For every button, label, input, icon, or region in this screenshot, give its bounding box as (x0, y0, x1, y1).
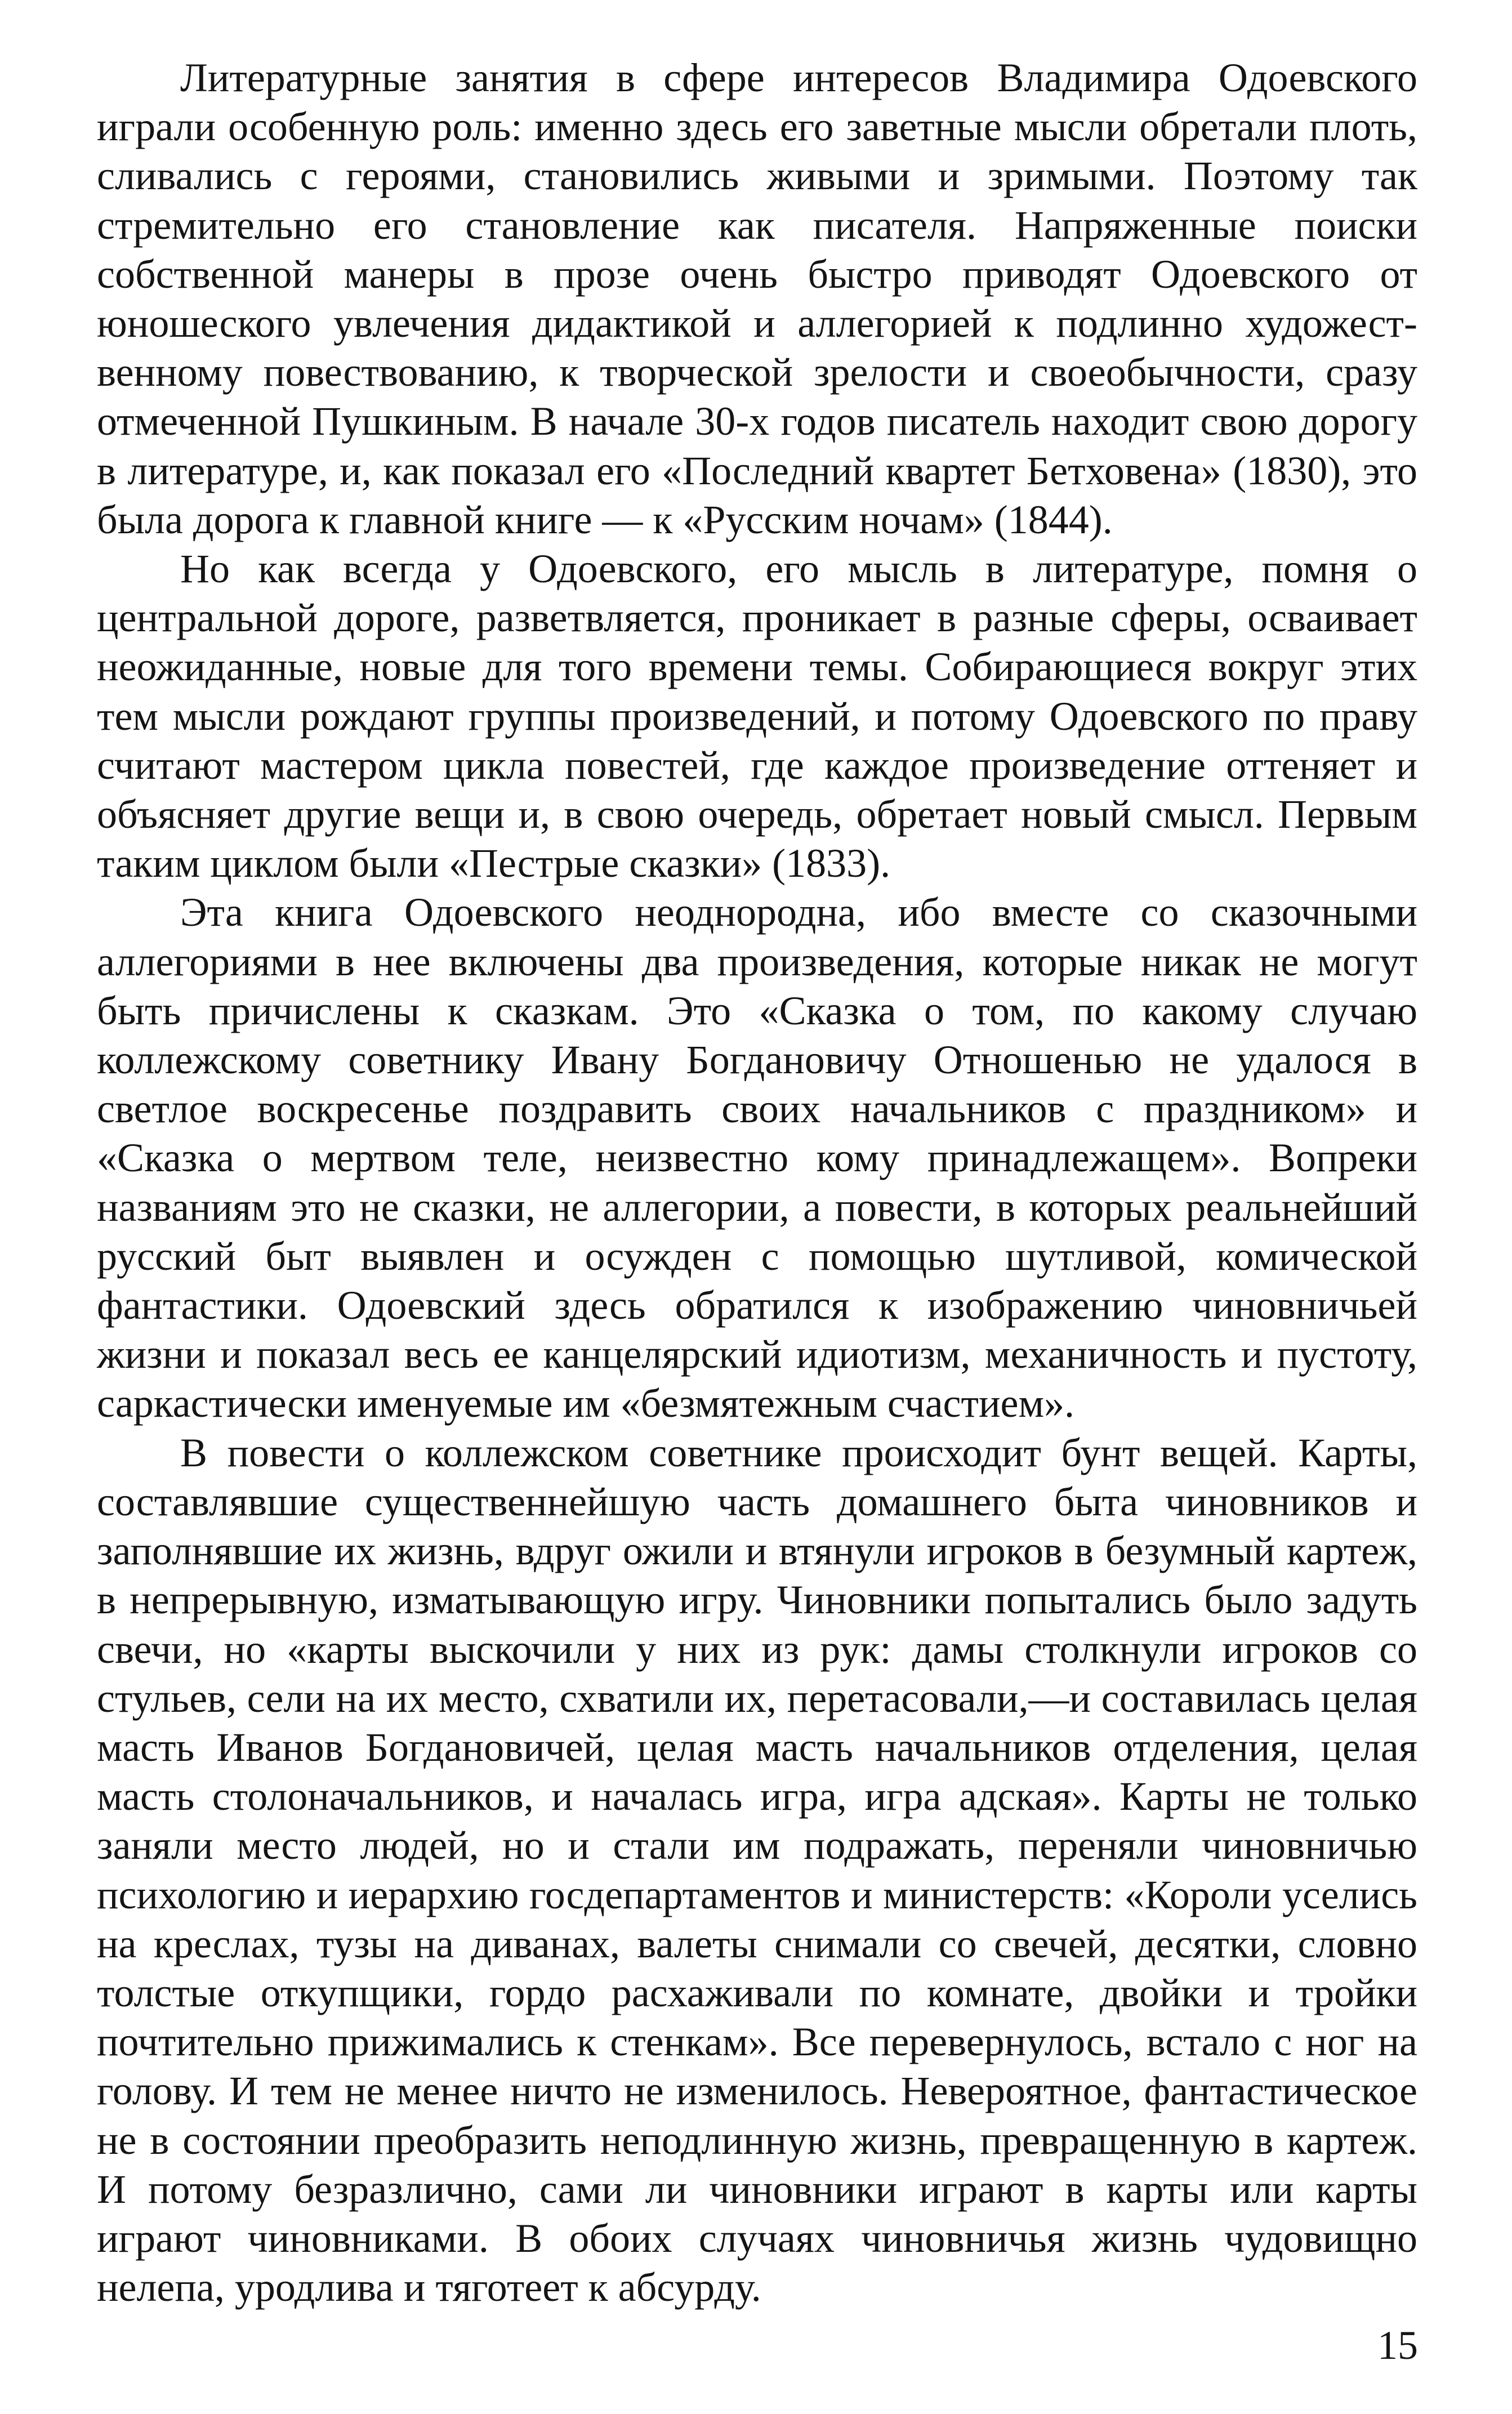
body-text (97, 53, 1417, 2312)
paragraph-4: В повести о коллежском советнике происходит бунт вещей. Карты, составлявшие существеннейшую часть домашнего быта чиновников и заполнявшие их жизнь, вдруг ожили и втянули игроков в безумный картеж, в непрерывную, изматывающую игру. Чиновники попытались было задуть свечи, но «карты выскочили у них из рук: дамы столкнули игроков со стульев, сели на их место, схватили их, перетасовали,—и составилась целая масть Иванов Богдановичей, целая масть начальников отделения, целая масть столоначальников, и началась игра, игра адская». Карты не только заняли место людей, но и стали им подражать, переняли чиновничью психологию и иерархию госдепартаментов и министерств: «Короли уселись на креслах, тузы на диванах, валеты снимали со свечей, десятки, словно толстые откупщики, гордо расхаживали по комнате, двойки и тройки почтительно прижимались к стенкам». Все перевернулось, встало с ног на голову. И тем не менее ничто не изменилось. Невероятное, фантастическое не в состоянии преобразить неподлинную жизнь, превращенную в картеж. И потому безразлично, сами ли чиновники играют в карты или карты играют чиновниками. В обоих случаях чиновничья жизнь чудовищно нелепа, уродлива и тяготеет к абсурду. (97, 1430, 1417, 2310)
paragraph-3: Эта книга Одоевского неоднородна, ибо вместе со сказочными аллегориями в нее включены два произведения, которые никак не могут быть причислены к сказкам. Это «Сказка о том, по какому случаю коллежскому советнику Ивану Богдановичу Отношенью не удалося в светлое воскресенье поздравить своих начальников с праздником» и «Сказка о мертвом теле, неизвестно кому принадлежащем». Вопреки названиям это не сказки, не аллегории, а повести, в которых реальнейший русский быт выявлен и осужден с помощью шутливой, комической фантастики. Одоевский здесь обратился к изображению чиновничьей жизни и показал весь ее канцелярский идиотизм, механичность и пустоту, саркастически именуемые им «безмятежным счастием». (97, 890, 1417, 1426)
paragraph-1: Литературные занятия в сфере интересов Владимира Одоевского играли особенную роль: именно здесь его заветные мысли обретали плоть, сливались с героями, становились живыми и зримыми. Поэтому так стремительно его становление как писателя. Напряженные поиски собственной манеры в прозе очень быстро приводят Одоевского от юношеского увлечения дидактикой и аллегорией к подлинно художественному повествованию, к творческой зрелости и своеобычности, сразу отмеченной Пушкиным. В начале 30-х годов писатель находит свою дорогу в литературе, и, как показал его «Последний квартет Бетховена» (1830), это была дорога к главной книге — к «Русским ночам» (1844). (97, 55, 1417, 542)
paragraph-2: Но как всегда у Одоевского, его мысль в литературе, помня о центральной дороге, разветвляется, проникает в разные сферы, осваивает неожиданные, новые для того времени темы. Собирающиеся вокруг этих тем мысли рождают группы произведений, и потому Одоевского по праву считают мастером цикла повестей, где каждое произведение оттеняет и объясняет другие вещи и, в свою очередь, обретает новый смысл. Первым таким циклом были «Пестрые сказки» (1833). (97, 546, 1417, 886)
page-number: 15 (1377, 2323, 1418, 2368)
